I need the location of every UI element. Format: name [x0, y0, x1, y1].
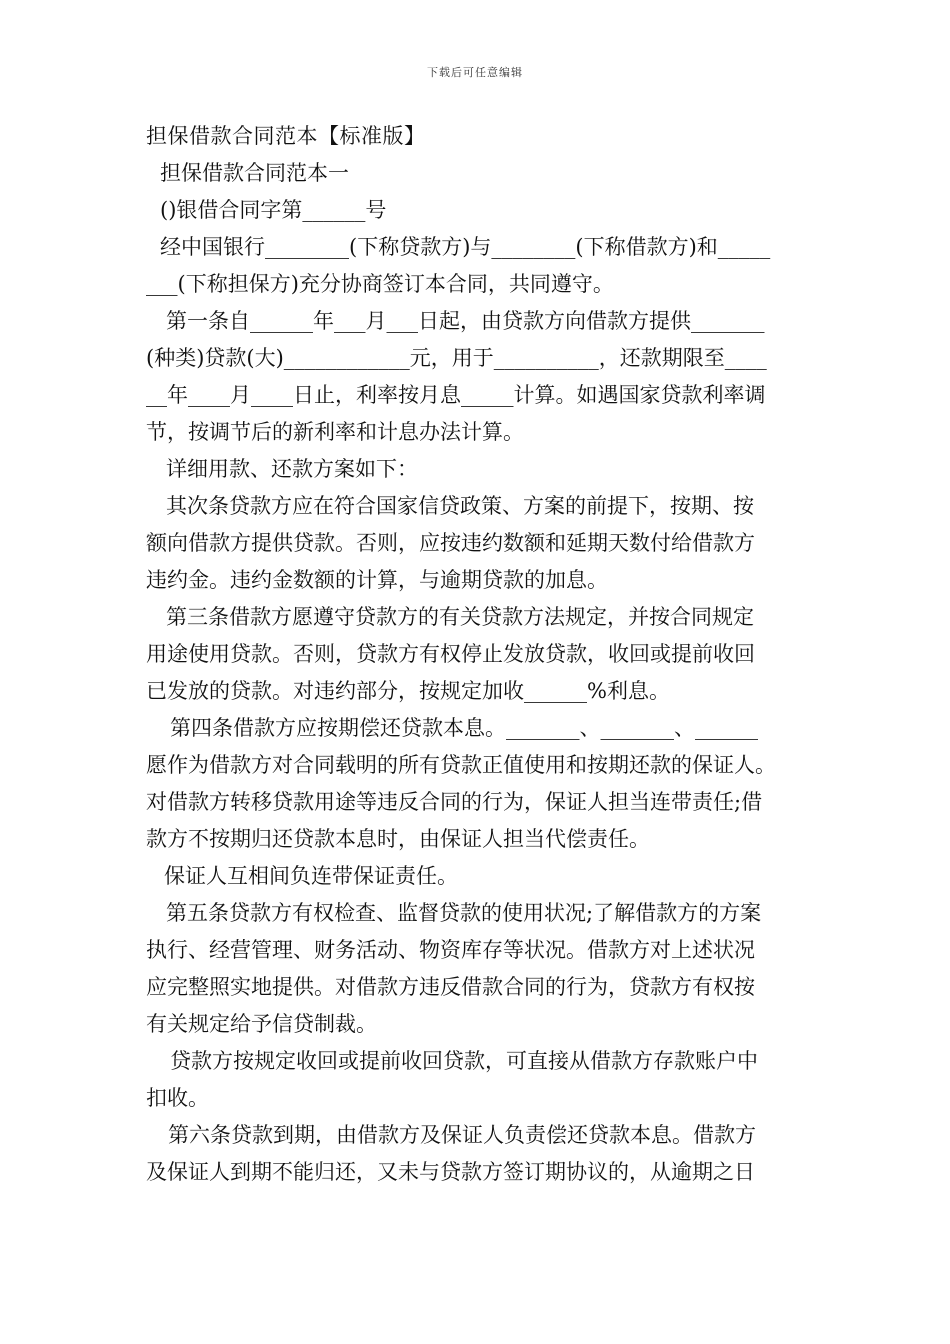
- text-line: 额向借款方提供贷款。否则，应按违约数额和延期天数付给借款方: [146, 531, 755, 555]
- text-line: ___(下称担保方)充分协商签订本合同，共同遵守。: [146, 272, 614, 296]
- text-line: 贷款方按规定收回或提前收回贷款，可直接从借款方存款账户中: [170, 1049, 758, 1073]
- text-line: 详细用款、还款方案如下：: [166, 457, 418, 481]
- page-header: 下载后可任意编辑: [427, 66, 523, 79]
- text-line: 执行、经营管理、财务活动、物资库存等状况。借款方对上述状况: [146, 938, 755, 962]
- contract-number-line: ()银借合同字第______号: [160, 198, 387, 222]
- text-line: 愿作为借款方对合同载明的所有贷款正值使用和按期还款的保证人。: [146, 753, 776, 777]
- text-line: 第五条贷款方有权检查、监督贷款的使用状况;了解借款方的方案: [166, 901, 762, 925]
- text-line: 保证人互相间负连带保证责任。: [164, 864, 458, 888]
- text-line: (种类)贷款(大)____________元，用于__________，还款期限至____: [146, 346, 767, 370]
- text-line: 第一条自______年___月___日起，由贷款方向借款方提供_______: [166, 309, 765, 333]
- document-title: 担保借款合同范本【标准版】: [146, 124, 426, 148]
- text-line: 第六条贷款到期，由借款方及保证人负责偿还贷款本息。借款方: [168, 1123, 756, 1147]
- text-line: 第三条借款方愿遵守贷款方的有关贷款方法规定，并按合同规定: [166, 605, 754, 629]
- text-line: 节，按调节后的新利率和计息办法计算。: [146, 420, 524, 444]
- text-line: 用途使用贷款。否则，贷款方有权停止发放贷款，收回或提前收回: [146, 642, 755, 666]
- text-line: 对借款方转移贷款用途等违反合同的行为，保证人担当连带责任;借: [146, 790, 763, 814]
- text-line: 扣收。: [146, 1086, 209, 1110]
- text-line: 违约金。违约金数额的计算，与逾期贷款的加息。: [146, 568, 608, 592]
- text-line: 有关规定给予信贷制裁。: [146, 1012, 377, 1036]
- text-line: 第四条借款方应按期偿还贷款本息。_______、_______、______: [170, 716, 758, 740]
- text-line: 其次条贷款方应在符合国家信贷政策、方案的前提下，按期、按: [166, 494, 754, 518]
- text-line: 及保证人到期不能归还，又未与贷款方签订期协议的，从逾期之日: [146, 1160, 755, 1184]
- contract-subtitle: 担保借款合同范本一: [160, 161, 349, 185]
- text-line: 经中国银行________(下称贷款方)与________(下称借款方)和_____: [160, 235, 771, 259]
- document-body: [146, 118, 810, 1191]
- text-line: 已发放的贷款。对违约部分，按规定加收______%利息。: [146, 679, 670, 703]
- text-line: __年____月____日止，利率按月息_____计算。如遇国家贷款利率调: [146, 383, 766, 407]
- text-line: 应完整照实地提供。对借款方违反借款合同的行为，贷款方有权按: [146, 975, 755, 999]
- text-line: 款方不按期归还贷款本息时，由保证人担当代偿责任。: [146, 827, 650, 851]
